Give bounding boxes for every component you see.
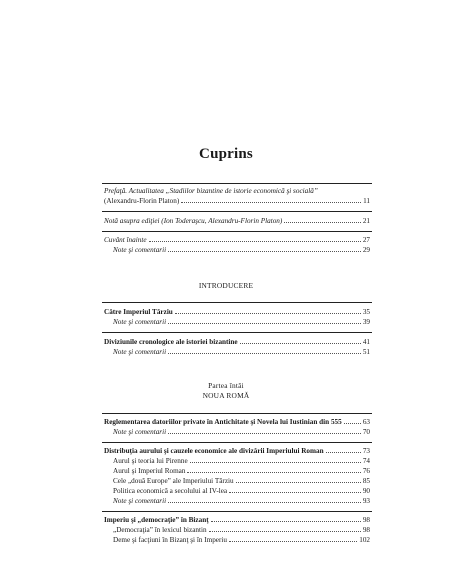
toc-entry-cuvant[interactable] <box>104 235 370 244</box>
page-title: Cuprins <box>199 146 253 162</box>
toc-entry-label: Note şi comentarii <box>113 428 167 436</box>
page-number: 27 <box>362 236 370 244</box>
dot-leader <box>187 466 360 473</box>
toc-entry-label: Deme şi facţiuni în Bizanţ şi în Imperiu <box>113 536 227 544</box>
page-number: 63 <box>362 418 370 426</box>
page-number: 93 <box>362 497 370 505</box>
dot-leader <box>344 417 361 424</box>
page-number: 74 <box>362 457 370 465</box>
toc-entry-label: Imperiu şi „democraţie” în Bizanţ <box>104 516 209 524</box>
page-number: 41 <box>362 338 370 346</box>
part-heading: Partea întâi <box>208 381 244 390</box>
section-rule <box>102 413 372 414</box>
toc-subentry[interactable] <box>113 466 370 475</box>
toc-entry-distributia-note[interactable] <box>113 496 370 505</box>
toc-entry-prefata-line1: Prefaţă. Actualitatea „Stadiilor bizantine de istorie economică şi socială” <box>104 187 318 195</box>
toc-entry-label: Cuvânt înainte <box>104 236 147 244</box>
section-heading-introducere: INTRODUCERE <box>198 281 254 290</box>
page-number: 76 <box>362 467 370 475</box>
page-number: 35 <box>362 308 370 316</box>
dot-leader <box>209 525 361 532</box>
section-rule <box>102 183 372 184</box>
dot-leader <box>168 317 361 324</box>
page-number: 39 <box>362 318 370 326</box>
page-number: 85 <box>362 477 370 485</box>
section-rule <box>102 442 372 443</box>
page-number: 98 <box>362 526 370 534</box>
dot-leader <box>149 235 361 242</box>
toc-entry-reglementarea[interactable] <box>104 417 370 426</box>
toc-entry-label: (Alexandru-Florin Platon) <box>104 197 180 205</box>
toc-entry-catre-note[interactable] <box>113 317 370 326</box>
page-number: 29 <box>362 246 370 254</box>
toc-entry-prefata[interactable] <box>104 196 370 205</box>
page-number: 51 <box>362 348 370 356</box>
toc-entry-label: Note şi comentarii <box>113 497 167 505</box>
dot-leader <box>236 476 361 483</box>
page-number: 90 <box>362 487 370 495</box>
toc-subentry[interactable] <box>113 535 370 544</box>
toc-subentry[interactable] <box>113 476 370 485</box>
page-number: 21 <box>362 217 370 225</box>
dot-leader <box>168 347 361 354</box>
part-subheading: NOUA ROMĂ <box>202 391 250 400</box>
dot-leader <box>168 496 361 503</box>
toc-entry-label: „Democraţia” în lexicul bizantin <box>113 526 207 534</box>
section-rule <box>102 302 372 303</box>
toc-entry-label: Note şi comentarii <box>113 246 167 254</box>
toc-subentry[interactable] <box>113 456 370 465</box>
toc-entry-label: Note şi comentarii <box>113 348 167 356</box>
dot-leader <box>229 535 357 542</box>
section-rule <box>102 511 372 512</box>
toc-entry-label: Notă asupra ediţiei (Ion Toderaşcu, Alexandru-Florin Platon) <box>104 217 283 225</box>
section-rule <box>102 231 372 232</box>
page-number: 102 <box>359 536 370 544</box>
toc-entry-label: Cele „două Europe” ale Imperiului Târziu <box>113 477 234 485</box>
dot-leader <box>168 245 361 252</box>
dot-leader <box>284 216 361 223</box>
toc-subentry[interactable] <box>113 525 370 534</box>
toc-subentry[interactable] <box>113 486 370 495</box>
toc-entry-distributia[interactable] <box>104 446 370 455</box>
dot-leader <box>175 307 361 314</box>
dot-leader <box>211 515 361 522</box>
toc-entry-catre[interactable] <box>104 307 370 316</box>
toc-entry-label: Note şi comentarii <box>113 318 167 326</box>
toc-entry-label: Diviziunile cronologice ale istoriei bizantine <box>104 338 238 346</box>
toc-entry-label: Aurul şi teoria lui Pirenne <box>113 457 188 465</box>
dot-leader <box>240 337 361 344</box>
section-rule <box>102 332 372 333</box>
toc-entry-label: Aurul şi Imperiul Roman <box>113 467 186 475</box>
toc-entry-cuvant-note[interactable] <box>113 245 370 254</box>
dot-leader <box>326 446 361 453</box>
section-rule <box>102 211 372 212</box>
page-number: 70 <box>362 428 370 436</box>
page-number: 98 <box>362 516 370 524</box>
dot-leader <box>168 427 361 434</box>
toc-entry-diviziunile-note[interactable] <box>113 347 370 356</box>
toc-entry-label: Reglementarea datoriilor private în Antichitate şi Novela lui Iustinian din 555 <box>104 418 342 426</box>
toc-entry-nota[interactable] <box>104 216 370 225</box>
dot-leader <box>229 486 361 493</box>
dot-leader <box>181 196 361 203</box>
page-number: 11 <box>363 197 370 205</box>
page-number: 73 <box>362 447 370 455</box>
toc-entry-label: Distribuţia aurului şi cauzele economice ale divizării Imperiului Roman <box>104 447 324 455</box>
toc-entry-label: Politica economică a secolului al IV-lea <box>113 487 228 495</box>
dot-leader <box>190 456 361 463</box>
toc-entry-imperiu[interactable] <box>104 515 370 524</box>
toc-entry-diviziunile[interactable] <box>104 337 370 346</box>
toc-entry-reglementarea-note[interactable] <box>113 427 370 436</box>
toc-entry-label: Către Imperiul Târziu <box>104 308 173 316</box>
